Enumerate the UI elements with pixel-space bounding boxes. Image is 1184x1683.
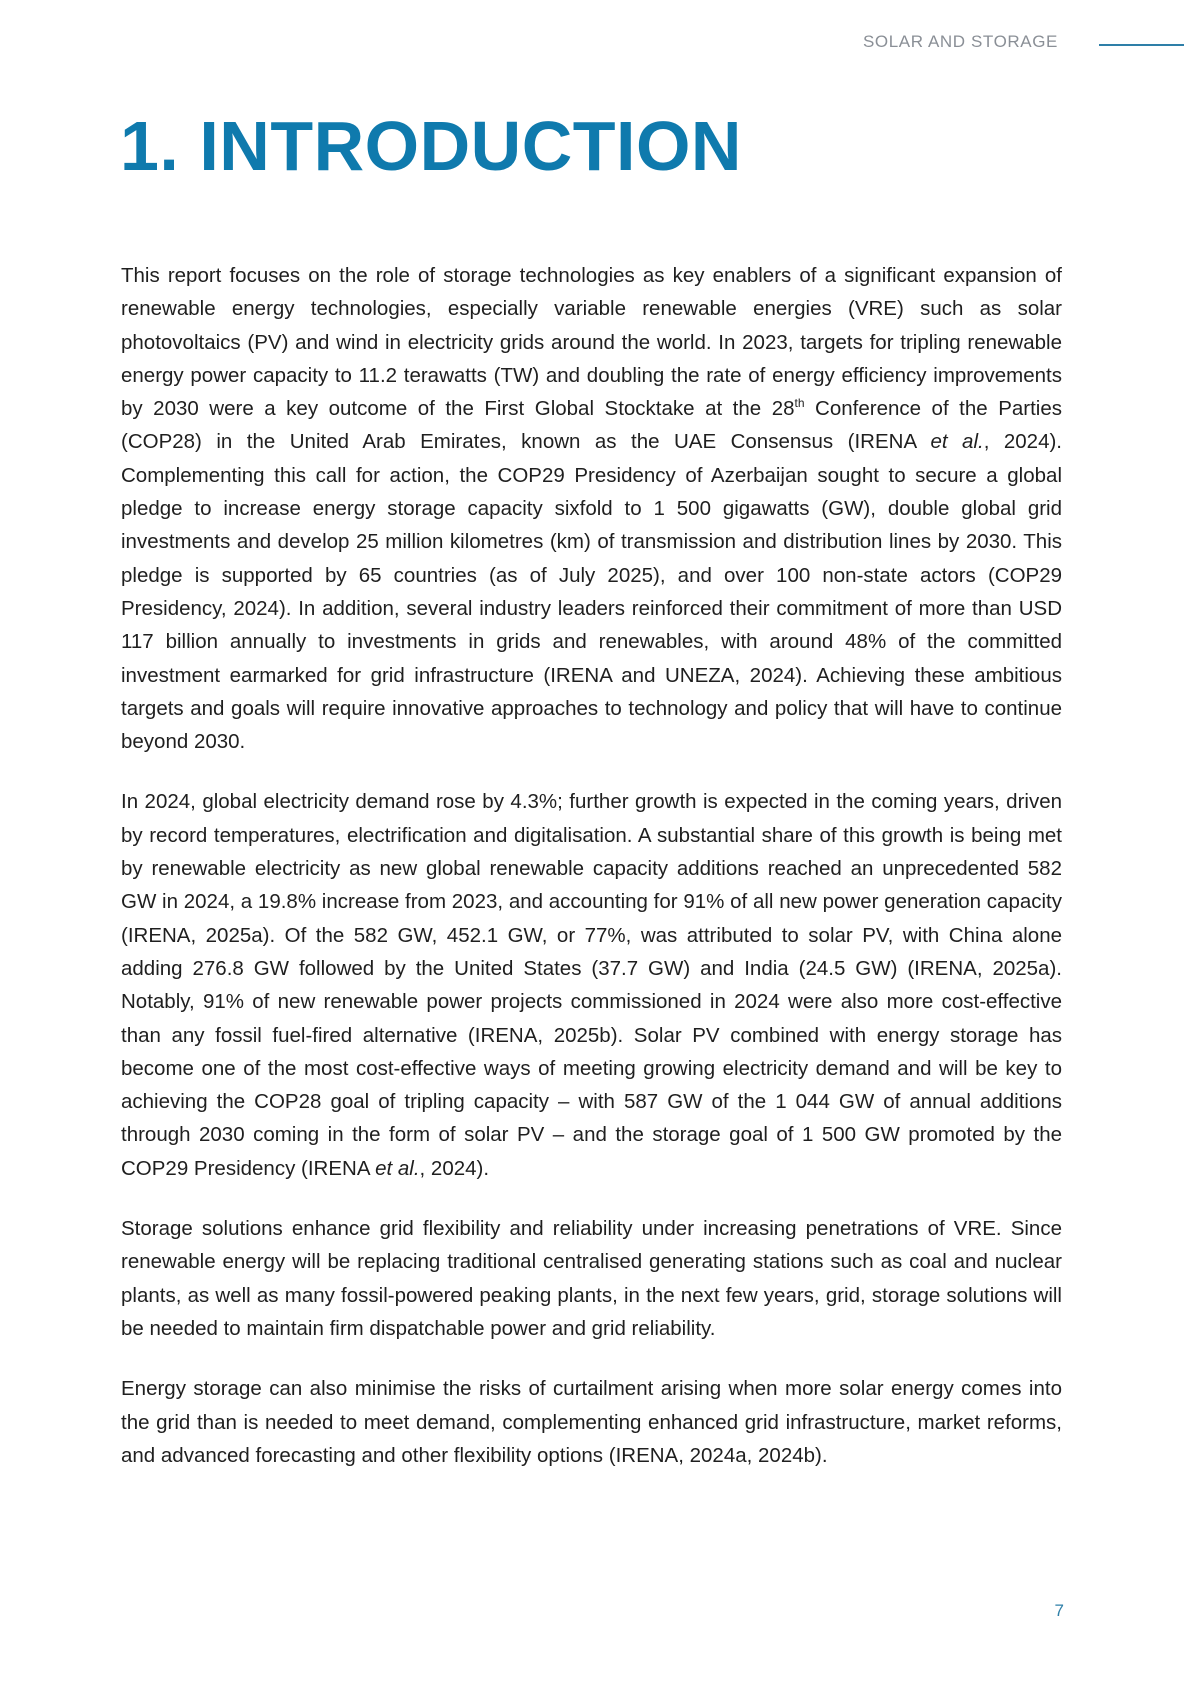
paragraph-3: Storage solutions enhance grid flexibility and reliability under increasing penetrations of VRE. Since renewable energy will be replacing traditional centralised generating stations such as coal and nuclear plants, as well as many fossil-powered peaking plants, in the next few years, grid, storage solutions will be needed to maintain firm dispatchable power and grid reliability. [121, 1217, 1062, 1340]
header-rule [1099, 44, 1184, 46]
paragraph-1 [121, 259, 1062, 758]
paragraph-2 [121, 785, 1062, 1185]
citation-et-al: et al. [930, 430, 984, 454]
page-number: 7 [1054, 1601, 1064, 1620]
paragraph-1-text-c: , 2024). Complementing this call for action, the COP29 Presidency of Azerbaijan sought to secure a global pledge to increase energy storage capacity sixfold to 1 500 gigawatts (GW), double global grid investments and develop 25 million kilometres (km) of transmission and distribution lines by 2030. This pledge is supported by 65 countries (as of July 2025), and over 100 non-state actors (COP29 Presidency, 2024). In addition, several industry leaders reinforced their commitment of more than USD 117 billion annually to investments in grids and renewables, with around 48% of the committed investment earmarked for grid infrastructure (IRENA and UNEZA, 2024). Achieving these ambitious targets and goals will require innovative approaches to technology and policy that will have to continue beyond 2030. [121, 430, 1062, 754]
paragraph-1-text-b: Conference of the Parties (COP28) in the United Arab Emirates, known as the UAE Consensus (IRENA [121, 397, 1062, 454]
paragraph-2-text-a: In 2024, global electricity demand rose by 4.3%; further growth is expected in the coming years, driven by record temperatures, electrification and digitalisation. A substantial share of this growth is being met by renewable electricity as new global renewable capacity additions reached an unprecedented 582 GW in 2024, a 19.8% increase from 2023, and accounting for 91% of all new power generation capacity (IRENA, 2025a). Of the 582 GW, 452.1 GW, or 77%, was attributed to solar PV, with China alone adding 276.8 GW followed by the United States (37.7 GW) and India (24.5 GW) (IRENA, 2025a). Notably, 91% of new renewable power projects commissioned in 2024 were also more cost-effective than any fossil fuel-fired alternative (IRENA, 2025b). Solar PV combined with energy storage has become one of the most cost-effective ways of meeting growing electricity demand and will be key to achieving the COP28 goal of tripling capacity – with 587 GW of the 1 044 GW of annual additions through 2030 coming in the form of solar PV – and the storage goal of 1 500 GW promoted by the COP29 Presidency (IRENA [121, 790, 1062, 1180]
running-header: SOLAR AND STORAGE [862, 32, 1058, 51]
paragraph-2-text-b: , 2024). [419, 1156, 490, 1180]
page-title: 1. INTRODUCTION [120, 107, 742, 185]
ordinal-superscript: th [794, 396, 805, 411]
citation-et-al: et al. [375, 1156, 420, 1180]
paragraph-4: Energy storage can also minimise the risks of curtailment arising when more solar energy comes into the grid than is needed to meet demand, complementing enhanced grid infrastructure, market reforms, and advanced forecasting and other flexibility options (IRENA, 2024a, 2024b). [121, 1377, 1062, 1467]
paragraph-1-text-a: This report focuses on the role of storage technologies as key enablers of a significant expansion of renewable energy technologies, especially variable renewable energies (VRE) such as solar photovoltaics (PV) and wind in electricity grids around the world. In 2023, targets for tripling renewable energy power capacity to 11.2 terawatts (TW) and doubling the rate of energy efficiency improvements by 2030 were a key outcome of the First Global Stocktake at the 28 [121, 264, 1062, 421]
body-text [121, 259, 1062, 1499]
